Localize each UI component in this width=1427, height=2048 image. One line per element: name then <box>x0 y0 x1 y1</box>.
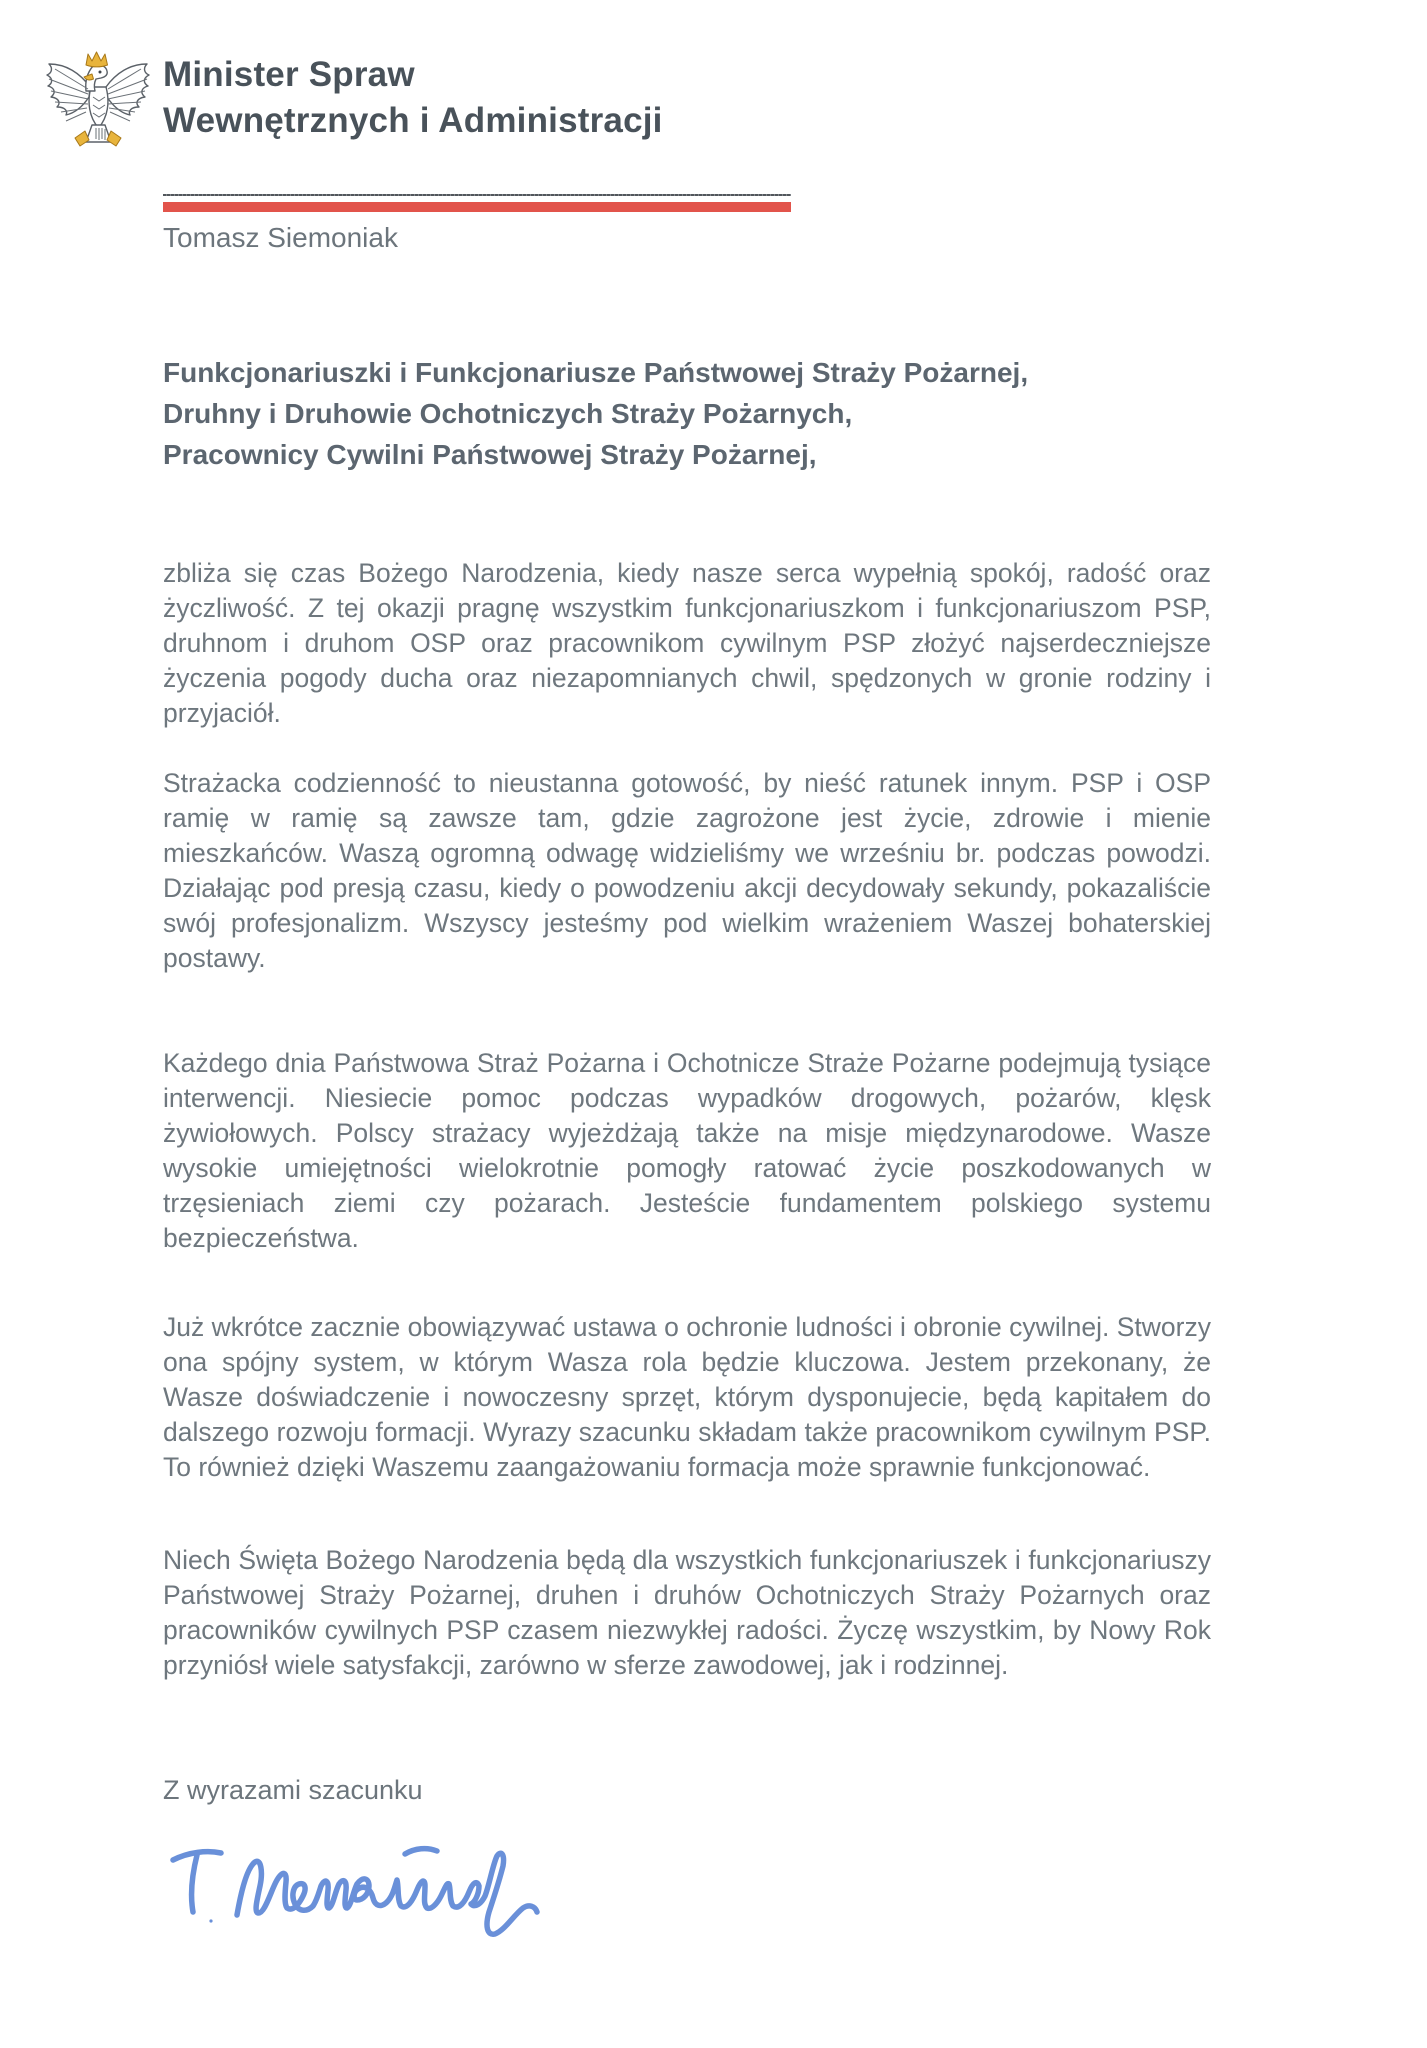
paragraph: Strażacka codzienność to nieustanna gotowość, by nieść ratunek innym. PSP i OSP ramię w ramię są zawsze tam, gdzie zagrożone jest życie, zdrowie i mienie mieszkańców. Waszą ogromną odwagę widzieliśmy we wrześniu br. podczas powodzi. Działając pod presją czasu, kiedy o powodzeniu akcji decydowały sekundy, pokazaliście swój profesjonalizm. Wszyscy jesteśmy pod wielkim wrażeniem Waszej bohaterskiej postawy. <box>163 768 1211 973</box>
salutation-line: Druhny i Druhowie Ochotniczych Straży Pożarnych, <box>163 398 853 429</box>
letterhead-title-line1: Minister Spraw <box>163 55 415 94</box>
paragraph: Niech Święta Bożego Narodzenia będą dla wszystkich funkcjonariuszek i funkcjonariuszy Państwowej Straży Pożarnej, druhen i druhów Ochotniczych Straży Pożarnych oraz pracowników cywilnych PSP czasem niezwykłej radości. Życzę wszystkim, by Nowy Rok przyniósł wiele satysfakcji, zarówno w sferze zawodowej, jak i rodzinnej. <box>163 1545 1211 1680</box>
salutation <box>163 352 1211 475</box>
paragraph: zbliża się czas Bożego Narodzenia, kiedy nasze serca wypełnią spokój, radość oraz życzliwość. Z tej okazji pragnę wszystkim funkcjonariuszkom i funkcjonariuszom PSP, druhnom i druhom OSP oraz pracownikom cywilnym PSP złożyć najserdeczniejsze życzenia pogody ducha oraz niezapomnianych chwil, spędzonych w gronie rodziny i przyjaciół. <box>163 558 1211 728</box>
letterhead-title-line2: Wewnętrznych i Administracji <box>163 101 663 140</box>
closing-line: Z wyrazami szacunku <box>163 1775 423 1805</box>
signature-handwriting <box>157 1820 1211 1965</box>
polish-eagle-coat-of-arms-icon <box>38 48 158 166</box>
divider-red-rule <box>163 202 791 212</box>
paragraph: Każdego dnia Państwowa Straż Pożarna i Ochotnicze Straże Pożarne podejmują tysiące interwencji. Niesiecie pomoc podczas wypadków drogowych, pożarów, klęsk żywiołowych. Polscy strażacy wyjeżdżają także na misje międzynarodowe. Wasze wysokie umiejętności wielokrotnie pomogły ratować życie poszkodowanych w trzęsieniach ziemi czy pożarach. Jesteście fundamentem polskiego systemu bezpieczeństwa. <box>163 1048 1211 1253</box>
letter-body <box>163 352 1211 1965</box>
letterhead-title <box>163 52 663 144</box>
divider-dark-rule <box>163 194 791 196</box>
minister-name: Tomasz Siemoniak <box>163 222 398 253</box>
salutation-line: Funkcjonariuszki i Funkcjonariusze Państwowej Straży Pożarnej, <box>163 357 1029 388</box>
letterhead-divider <box>163 194 791 212</box>
paragraph: Już wkrótce zacznie obowiązywać ustawa o ochronie ludności i obronie cywilnej. Stworzy ona spójny system, w którym Wasza rola będzie kluczowa. Jestem przekonany, że Wasze doświadczenie i nowoczesny sprzęt, którym dysponujecie, będą kapitałem do dalszego rozwoju formacji. Wyrazy szacunku składam także pracownikom cywilnym PSP. To również dzięki Waszemu zaangażowaniu formacja może sprawnie funkcjonować. <box>163 1312 1211 1482</box>
salutation-line: Pracownicy Cywilni Państwowej Straży Pożarnej, <box>163 439 817 470</box>
